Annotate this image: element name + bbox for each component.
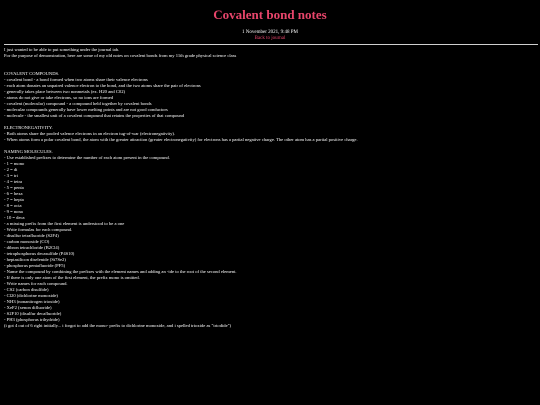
- prefix-line: - 8 = octa: [4, 203, 22, 208]
- compound-line: - PH3 (phosphorus trihydride): [4, 317, 60, 322]
- section-heading: NAMING MOLECULES.: [4, 149, 53, 154]
- intro-section: [4, 47, 536, 59]
- closing-remark: (i got 4 out of 6 right initially... i forgot to add the mono- prefix to dichlorine monoxide, and i spelled trioxide as "triodide"): [4, 323, 232, 328]
- compound-line: - dibron tetrachloride (B2Cl4): [4, 245, 60, 250]
- note-line: - covalent bond - a bond formed when two atoms share their valence electrons: [4, 77, 148, 82]
- note-line: - Write names for each compound.: [4, 281, 68, 286]
- compound-line: - phosphorus pentafluoride (PF5): [4, 263, 66, 268]
- note-line: - Name the compound by combining the prefixes with the element names and adding an -ide to the root of the second element.: [4, 269, 237, 274]
- note-line: - molecular compounds generally have lower melting points and are not good conductors: [4, 107, 168, 112]
- note-line: - When atoms form a polar covalent bond, the atom with the greater attraction (greater electronegativity) for electrons has a partial negative charge. The other atom has a partial positive charge.: [4, 137, 358, 142]
- header-divider: [4, 44, 538, 45]
- prefix-line: - 9 = nona: [4, 209, 23, 214]
- paragraph-spacer: [4, 59, 536, 71]
- intro-line: I just wanted to be able to put something under the journal tab.: [4, 47, 120, 52]
- compound-line: - heptasilicon diselenide (Si7Se2): [4, 257, 66, 262]
- electronegativity-section: [4, 125, 536, 143]
- prefix-line: - 5 = penta: [4, 185, 24, 190]
- note-line: - atoms do not give or take electrons, so no ions are formed: [4, 95, 114, 100]
- note-line: - each atom donates an unpaired valence electron to the bond, and the two atoms share the pair of electrons: [4, 83, 201, 88]
- post-date: 1 November 2021, 9:48 PM: [242, 30, 298, 35]
- compound-line: - S2F10 (disulfur decafluoride): [4, 311, 62, 316]
- prefix-line: - 4 = tetra: [4, 179, 23, 184]
- note-line: - Use established prefixes to determine the number of each atom present in the compound.: [4, 155, 170, 160]
- prefix-line: - 7 = hepta: [4, 197, 24, 202]
- note-line: - If there is only one atom of the first element, the prefix mono is omitted.: [4, 275, 140, 280]
- naming-molecules-section: [4, 149, 536, 329]
- section-heading: ELECTRONEGATIVITY.: [4, 125, 53, 130]
- intro-line: For the purpose of demonstration, here are some of my old notes on covalent bonds from my 11th grade physical science class: [4, 53, 237, 58]
- back-to-journal-link[interactable]: Back to journal: [254, 36, 286, 41]
- compound-line: - disulfur tetrafluoride (S2F4): [4, 233, 59, 238]
- note-line: - molecule - the smallest unit of a covalent compound that retains the properties of that compound: [4, 113, 185, 118]
- compound-line: - tetraphosphorus decasulfide (P4S10): [4, 251, 75, 256]
- compound-line: - CS2 (carbon disulfide): [4, 287, 49, 292]
- compound-line: - XeF2 (xenon difluoride): [4, 305, 52, 310]
- note-line: - a missing prefix from the first element is understood to be a one: [4, 221, 125, 226]
- prefix-line: - 6 = hexa: [4, 191, 23, 196]
- page-title: Covalent bond notes: [213, 7, 327, 22]
- prefix-line: - 10 = deca: [4, 215, 25, 220]
- prefix-line: - 1 = mono: [4, 161, 25, 166]
- compound-line: - NH3 (nonanitrogen trioxide): [4, 299, 60, 304]
- section-heading: COVALENT COMPOUNDS.: [4, 71, 60, 76]
- compound-line: - Cl20 (dichlorine monoxide): [4, 293, 58, 298]
- prefix-line: - 2 = di: [4, 167, 18, 172]
- prefix-line: - 3 = tri: [4, 173, 18, 178]
- note-line: - Write formulas for each compound.: [4, 227, 73, 232]
- note-line: - generally takes place between two nonmetals (ex. H20 and C02): [4, 89, 126, 94]
- note-line: - covalent (molecular) compound - a compound held together by covalent bonds: [4, 101, 152, 106]
- covalent-compounds-section: [4, 71, 536, 119]
- post-body: [4, 47, 536, 329]
- note-line: - Both atoms share the pooled valence electrons in an electron tug-of-war (electronegativity).: [4, 131, 176, 136]
- compound-line: - carbon monoxide (CO): [4, 239, 50, 244]
